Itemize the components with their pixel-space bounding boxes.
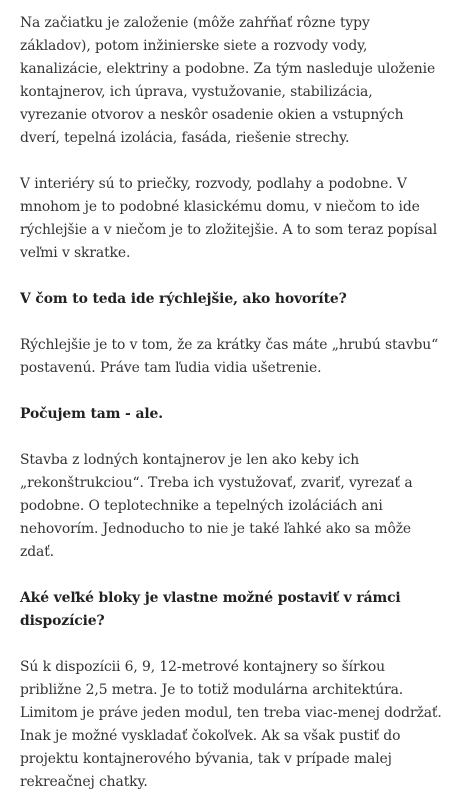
paragraph-interior: V interiéry sú to priečky, rozvody, podlahy a podobne. V mnohom je to podobné klasickému domu, v niečom to ide rýchlejšie a v niečom je to zložitejšie. A to som teraz popísal veľmi v skratke. bbox=[20, 176, 438, 261]
question-faster: V čom to teda ide rýchlejšie, ako hovoríte? bbox=[20, 291, 347, 307]
question-but: Počujem tam - ale. bbox=[20, 406, 163, 422]
paragraph-foundation: Na začiatku je založenie (môže zahŕňať rôzne typy základov), potom inžinierske siete a rozvody vody, kanalizácie, elektriny a podobne. Za tým nasleduje uloženie kontajnerov, ich úprava, vystužovanie, stabilizácia, vyrezanie otvorov a neskôr osadenie okien a vstupných dverí, tepelná izolácia, fasáda, riešenie strechy. bbox=[20, 15, 436, 146]
paragraph-container-sizes: Sú k dispozícii 6, 9, 12-metrové kontajnery so šírkou približne 2,5 metra. Je to totiž modulárna architektúra. Limitom je práve jeden modul, ten treba viac-menej dodržať. Inak je možné vyskladať čokoľvek. Ak sa však pustiť do projektu kontajnerového bývania, tak v prípade malej rekreačnej chatky. bbox=[20, 659, 442, 790]
paragraph-reconstruction: Stavba z lodných kontajnerov je len ako keby ich „rekonštrukciou“. Treba ich vystužovať, zvariť, vyrezať a podobne. O teplotechnike a tepelných izoláciách ani nehovorím. Jednoducho to nie je také ľahké ako sa môže zdať. bbox=[20, 452, 413, 560]
question-block-size: Aké veľké bloky je vlastne možné postaviť v rámci dispozície? bbox=[20, 590, 401, 629]
paragraph-faster-answer: Rýchlejšie je to v tom, že za krátky čas máte „hrubú stavbu“ postavenú. Práve tam ľudia vidia ušetrenie. bbox=[20, 337, 439, 376]
